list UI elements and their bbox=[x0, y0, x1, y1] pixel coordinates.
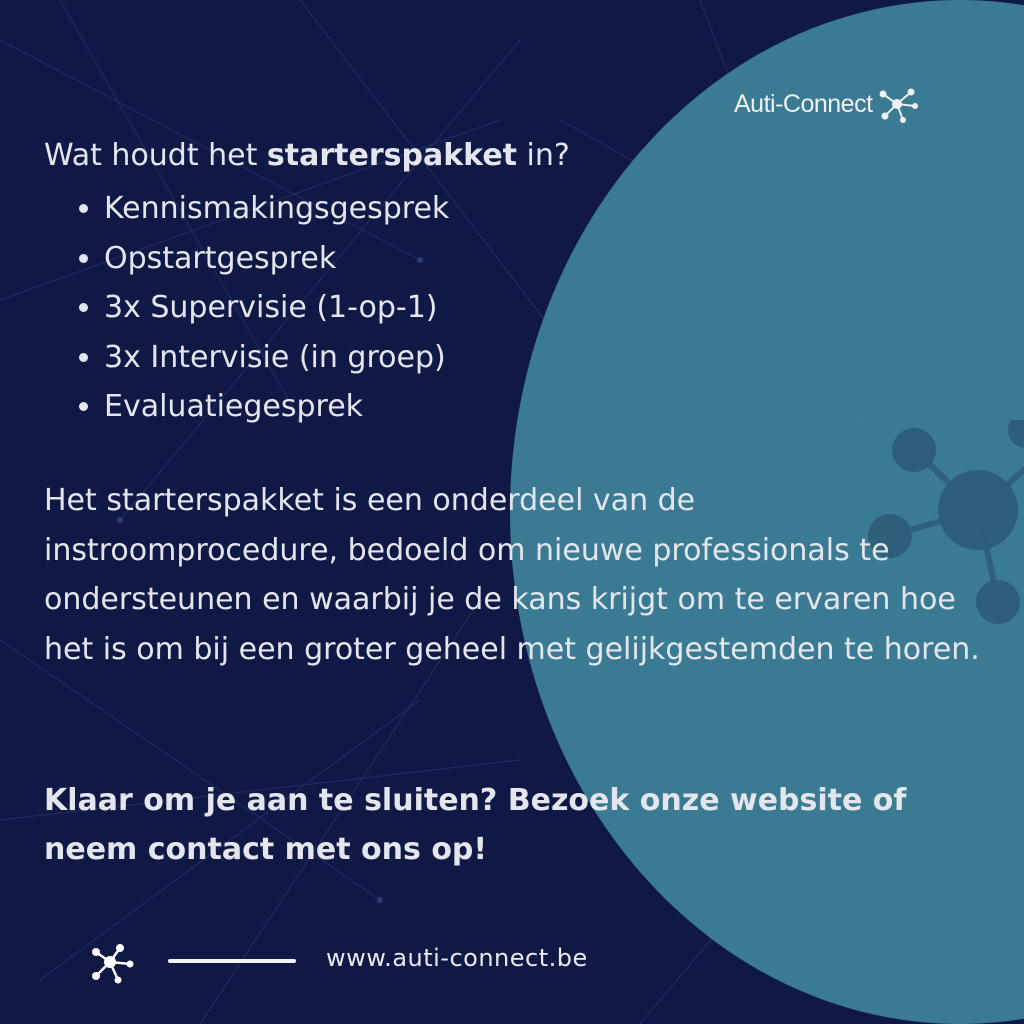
call-to-action: Klaar om je aan te sluiten? Bezoek onze website of neem contact met ons op! bbox=[44, 783, 907, 867]
intro-section bbox=[44, 136, 984, 432]
brand-logo-text: Auti-Connect bbox=[734, 89, 873, 118]
website-link[interactable]: www.auti-connect.be bbox=[326, 944, 588, 972]
list-item: • 3x Intervisie (in groep) bbox=[104, 333, 984, 383]
page-heading: Wat houdt het starterspakket in? bbox=[44, 138, 570, 173]
list-item: • Kennismakingsgesprek bbox=[104, 184, 984, 234]
molecule-icon bbox=[875, 84, 919, 124]
package-items-list bbox=[44, 184, 984, 432]
list-item: • Opstartgesprek bbox=[104, 234, 984, 284]
list-item: • Evaluatiegesprek bbox=[104, 382, 984, 432]
molecule-icon bbox=[88, 938, 136, 986]
footer-divider bbox=[168, 959, 296, 963]
list-item: • 3x Supervisie (1-op-1) bbox=[104, 283, 984, 333]
brand-logo bbox=[734, 84, 919, 124]
description-paragraph: Het starterspakket is een onderdeel van de instroomprocedure, bedoeld om nieuwe professionals te ondersteunen en waarbij je de kans krijgt om te ervaren hoe het is om bij een groter geheel met gelijkgestemden te horen. bbox=[44, 483, 980, 667]
